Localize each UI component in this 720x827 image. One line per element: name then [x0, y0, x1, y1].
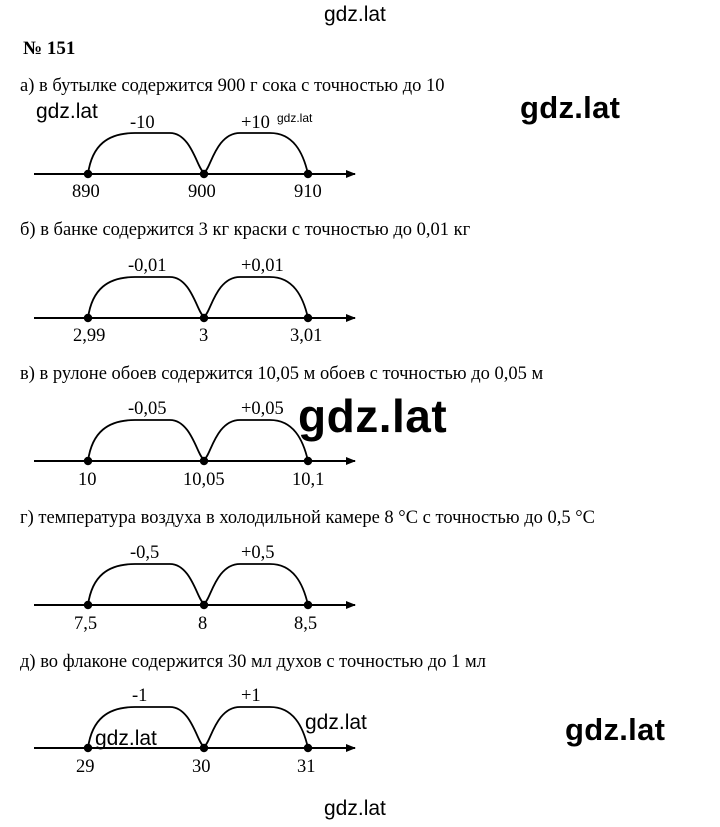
tick-left-a: 890 — [72, 182, 100, 202]
problem-e-text: д) во флаконе содержится 30 мл духов с точностью до 1 мл — [20, 652, 486, 672]
watermark-middle: gdz.lat — [298, 390, 448, 442]
arc-plus-e: +1 — [241, 686, 261, 706]
problem-number: № 151 — [23, 38, 76, 59]
tick-right-b: 3,01 — [290, 326, 323, 346]
problem-b-text: б) в банке содержится 3 кг краски с точностью до 0,01 кг — [20, 220, 471, 240]
tick-right-e: 31 — [297, 757, 316, 777]
watermark-a-right: gdz.lat — [520, 90, 621, 125]
number-line-c — [34, 420, 355, 465]
watermark-a-small: gdz.lat — [277, 111, 313, 125]
tick-left-e: 29 — [76, 757, 95, 777]
arc-plus-c: +0,05 — [241, 399, 284, 419]
tick-center-a: 900 — [188, 182, 216, 202]
tick-right-a: 910 — [294, 182, 322, 202]
tick-center-b: 3 — [199, 326, 209, 346]
watermark-bottom: gdz.lat — [324, 797, 386, 820]
tick-left-d: 7,5 — [74, 614, 98, 634]
tick-center-d: 8 — [198, 614, 208, 634]
arc-minus-b: -0,01 — [128, 256, 167, 276]
arc-plus-d: +0,5 — [241, 543, 275, 563]
tick-left-c: 10 — [78, 470, 97, 490]
arc-minus-c: -0,05 — [128, 399, 167, 419]
problem-d-text: г) температура воздуха в холодильной камере 8 °С с точностью до 0,5 °С — [20, 508, 595, 528]
watermark-d-right: gdz.lat — [565, 712, 666, 747]
arc-plus-a: +10 — [241, 113, 270, 133]
arc-minus-e: -1 — [132, 686, 148, 706]
watermark-d-mid: gdz.lat — [305, 711, 367, 734]
tick-right-c: 10,1 — [292, 470, 325, 490]
problem-a-text: а) в бутылке содержится 900 г сока с точностью до 10 — [20, 76, 445, 96]
tick-right-d: 8,5 — [294, 614, 318, 634]
tick-center-e: 30 — [192, 757, 211, 777]
arc-minus-a: -10 — [130, 113, 155, 133]
watermark-a-left: gdz.lat — [36, 100, 98, 123]
arc-plus-b: +0,01 — [241, 256, 284, 276]
watermark-d-inside: gdz.lat — [95, 727, 157, 750]
watermark-top: gdz.lat — [324, 3, 386, 26]
problem-c-text: в) в рулоне обоев содержится 10,05 м обоев с точностью до 0,05 м — [20, 364, 544, 384]
arc-minus-d: -0,5 — [130, 543, 160, 563]
tick-center-c: 10,05 — [183, 470, 225, 490]
tick-left-b: 2,99 — [73, 326, 106, 346]
number-line-d — [34, 564, 355, 609]
number-line-e — [34, 707, 355, 752]
number-line-b — [34, 277, 355, 322]
number-line-a — [34, 133, 355, 178]
